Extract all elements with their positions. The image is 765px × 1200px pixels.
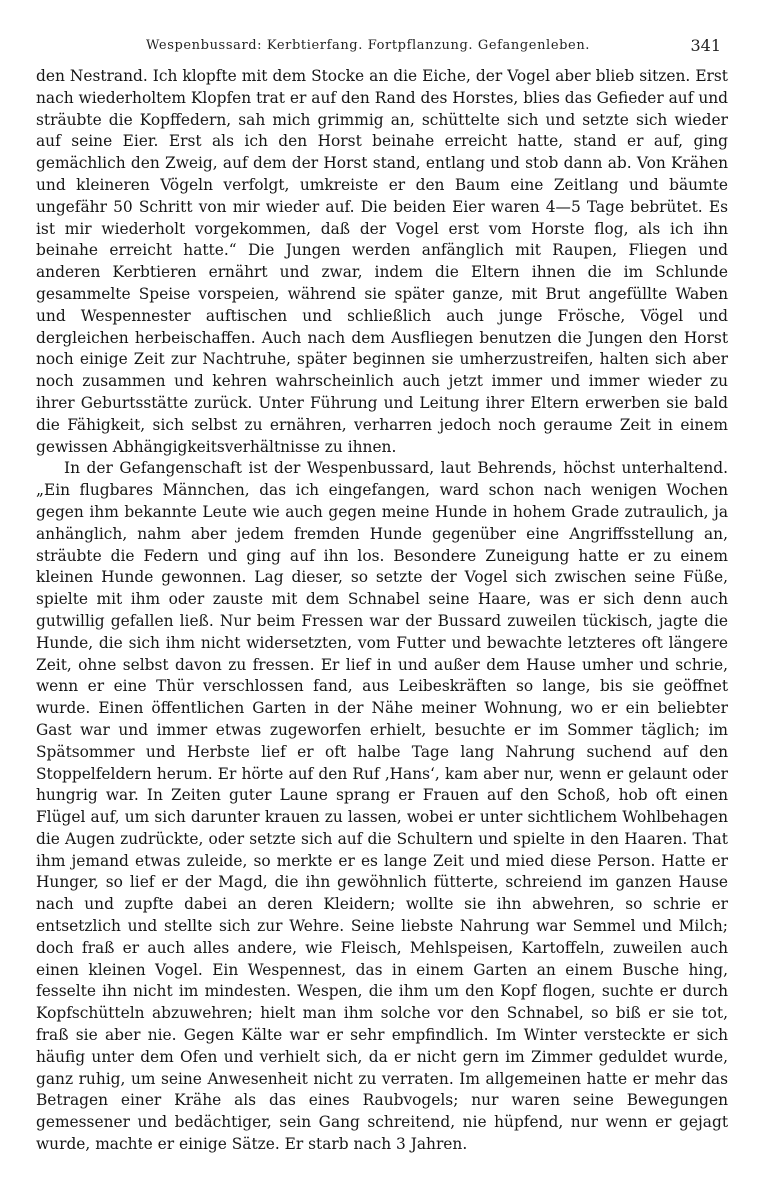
body-text xyxy=(36,66,728,1156)
page-header xyxy=(36,38,729,62)
page-number: 341 xyxy=(690,36,721,55)
paragraph-captivity: In der Gefangenschaft ist der Wespenbussard, laut Behrends, höchst unterhaltend. „Ein flugbares Männchen, das ich eingefangen, ward schon nach wenigen Wochen gegen ihm bekannte Leute wie auch gegen meine Hunde in hohem Grade zutraulich, ja anhänglich, nahm aber jedem fremden Hunde gegenüber eine Angriffsstellung an, sträubte die Federn und ging auf ihn los. Besondere Zuneigung hatte er zu einem kleinen Hunde gewonnen. Lag dieser, so setzte der Vogel sich zwischen seine Füße, spielte mit ihm oder zauste mit dem Schnabel seine Haare, was er sich denn auch gutwillig gefallen ließ. Nur beim Fressen war der Bussard zuweilen tückisch, jagte die Hunde, die sich ihm nicht widersetzten, vom Futter und bewachte letzteres oft längere Zeit, ohne selbst davon zu fressen. Er lief in und außer dem Hause umher und schrie, wenn er eine Thür verschlossen fand, aus Leibeskräften so lange, bis sie geöffnet wurde. Einen öffentlichen Garten in der Nähe meiner Wohnung, wo er ein beliebter Gast war und immer etwas zugeworfen erhielt, besuchte er im Sommer täglich; im Spätsommer und Herbste lief er oft halbe Tage lang Nahrung suchend auf den Stoppelfeldern herum. Er hörte auf den Ruf ‚Hans‘, kam aber nur, wenn er gelaunt oder hungrig war. In Zeiten guter Laune sprang er Frauen auf den Schoß, hob oft einen Flügel auf, um sich darunter krauen zu lassen, wobei er unter sichtlichem Wohlbehagen die Augen zudrückte, oder setzte sich auf die Schultern und spielte in den Haaren. That ihm jemand etwas zuleide, so merkte er es lange Zeit und mied diese Person. Hatte er Hunger, so lief er der Magd, die ihn gewöhnlich fütterte, schreiend im ganzen Hause nach und zupfte dabei an deren Kleidern; wollte sie ihn abwehren, so schrie er entsetzlich und stellte sich zur Wehre. Seine liebste Nahrung war Semmel und Milch; doch fraß er auch alles andere, wie Fleisch, Mehlspeisen, Kartoffeln, zuweilen auch einen kleinen Vogel. Ein Wespennest, das in einem Garten an einem Busche hing, fesselte ihn nicht im mindesten. Wespen, die ihm um den Kopf flogen, suchte er durch Kopfschütteln abzuwehren; hielt man ihm solche vor den Schnabel, so biß er sie tot, fraß sie aber nie. Gegen Kälte war er sehr empfindlich. Im Winter versteckte er sich häufig unter dem Ofen und verhielt sich, da er nicht gern im Zimmer geduldet wurde, ganz ruhig, um seine Anwesenheit nicht zu verraten. Im allgemeinen hatte er mehr das Betragen einer Krähe als das eines Raubvogels; nur waren seine Bewegungen gemessener und bedächtiger, sein Gang schreitend, nie hüpfend, nur wenn er gejagt wurde, machte er einige Sätze. Er starb nach 3 Jahren. xyxy=(36,459,728,1154)
running-head: Wespenbussard: Kerbtierfang. Fortpflanzung. Gefangenleben. xyxy=(146,38,591,53)
paragraph-nest-and-young: den Nestrand. Ich klopfte mit dem Stocke an die Eiche, der Vogel aber blieb sitzen. Erst nach wiederholtem Klopfen trat er auf den Rand des Horstes, blies das Gefieder auf und sträubte die Kopffedern, sah mich grimmig an, schüttelte sich und setzte sich wieder auf seine Eier. Erst als ich den Horst beinahe erreicht hatte, stand er auf, ging gemächlich den Zweig, auf dem der Horst stand, entlang und stob dann ab. Von Krähen und kleineren Vögeln verfolgt, umkreiste er den Baum eine Zeitlang und bäumte ungefähr 50 Schritt von mir wieder auf. Die beiden Eier waren 4—5 Tage bebrütet. Es ist mir wiederholt vorgekommen, daß der Vogel erst vom Horste flog, als ich ihn beinahe erreicht hatte.“ Die Jungen werden anfänglich mit Raupen, Fliegen und anderen Kerbtieren ernährt und zwar, indem die Eltern ihnen die im Schlunde gesammelte Speise vorspeien, während sie später ganze, mit Brut angefüllte Waben und Wespennester auftischen und schließlich auch junge Frösche, Vögel und dergleichen herbeischaffen. Auch nach dem Ausfliegen benutzen die Jungen den Horst noch einige Zeit zur Nachtruhe, später beginnen sie umherzustreifen, halten sich aber noch zusammen und kehren wahrscheinlich auch jetzt immer und immer wieder zu ihrer Geburtsstätte zurück. Unter Führung und Leitung ihrer Eltern erwerben sie bald die Fähigkeit, sich selbst zu ernähren, verharren jedoch noch geraume Zeit in einem gewissen Abhängigkeitsverhältnisse zu ihnen. xyxy=(36,67,728,456)
